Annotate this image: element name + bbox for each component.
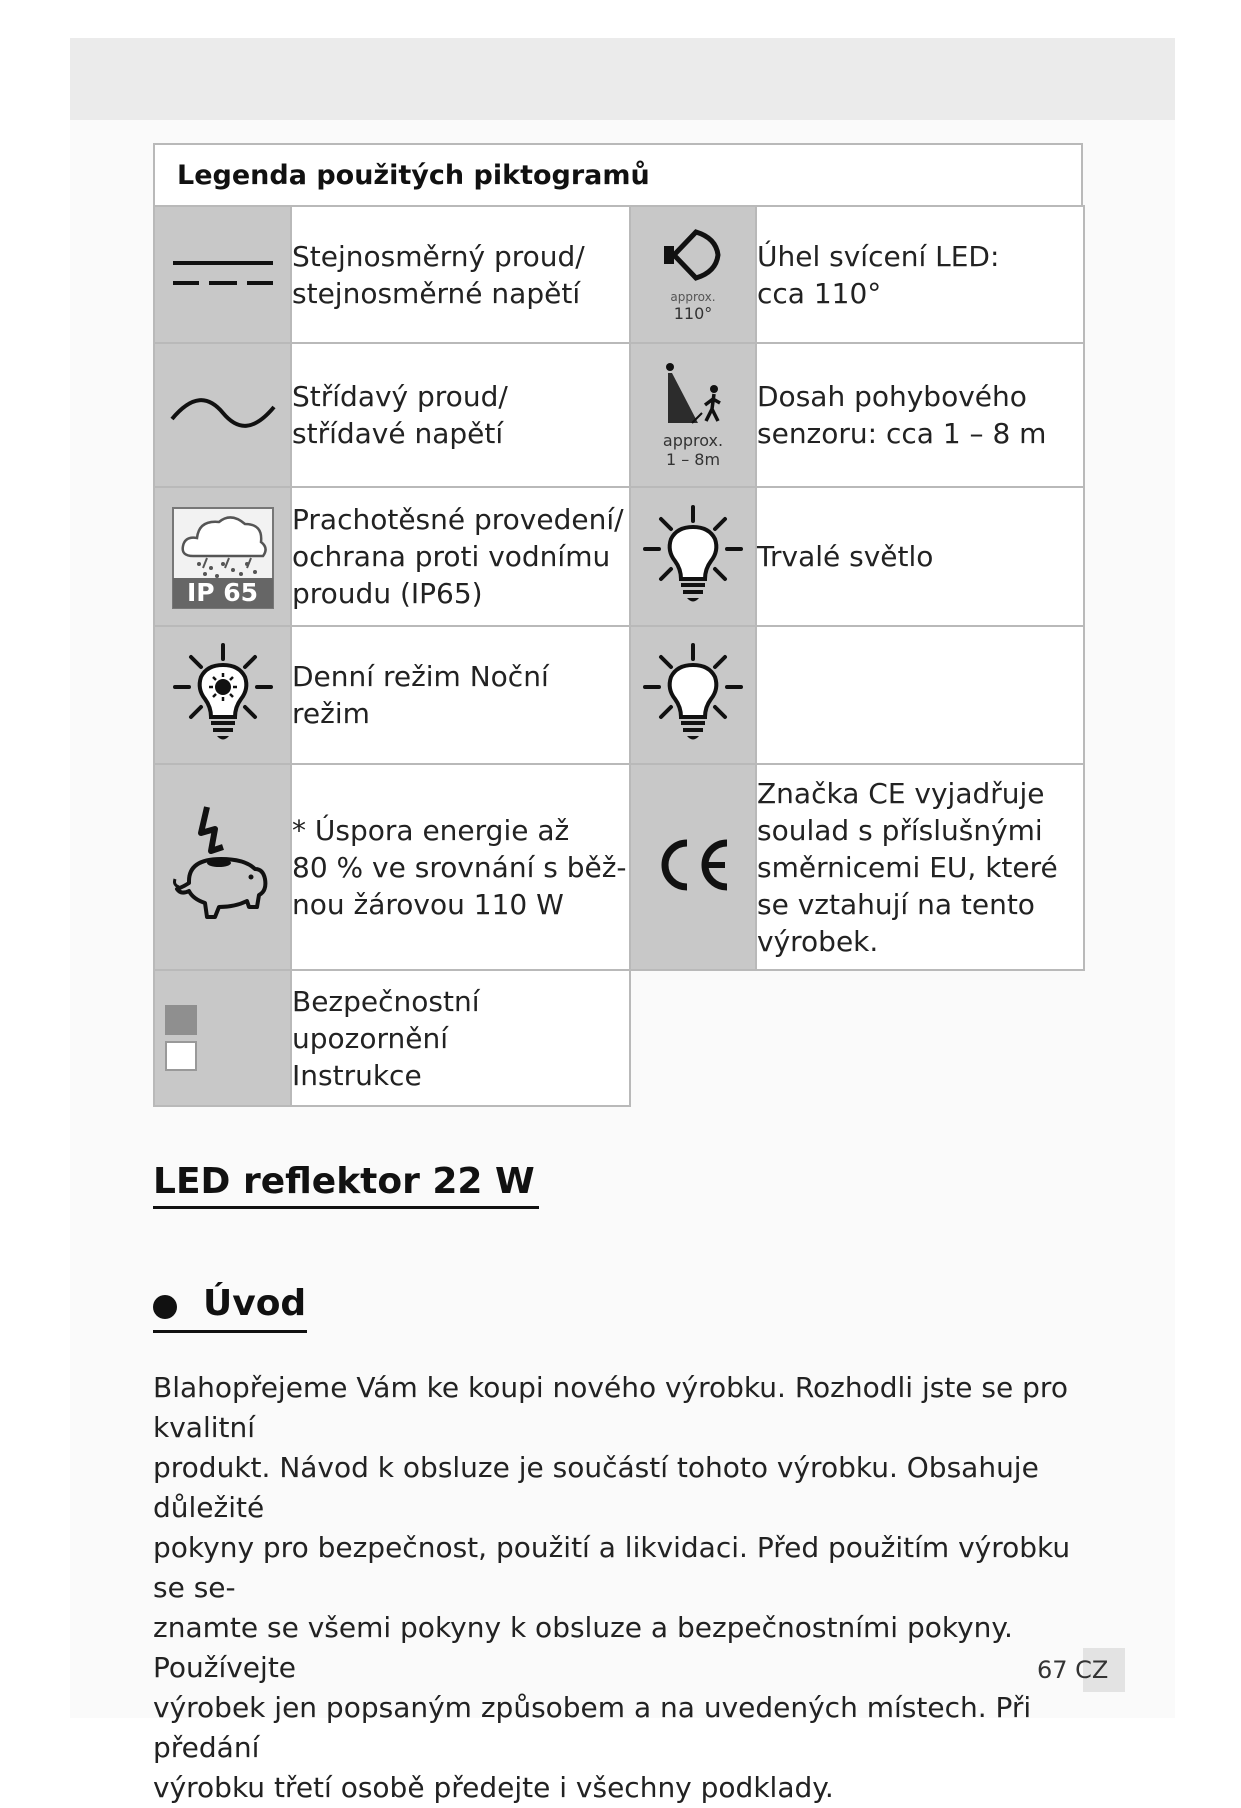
legend-line: směrnicemi EU, které xyxy=(757,850,1058,884)
legend-line: Instrukce xyxy=(292,1058,422,1092)
legend-line: Denní režim Noční režim xyxy=(292,660,549,730)
legend-line: Střídavý proud/ xyxy=(292,380,508,413)
legend-text-energy-saving xyxy=(291,764,630,970)
legend-text-ip65 xyxy=(291,487,630,626)
icon-caption: 1 – 8m xyxy=(665,450,721,469)
legend-empty-cell xyxy=(630,970,1084,1106)
dc-current-icon xyxy=(154,206,291,343)
legend-line: nou žárovou 110 W xyxy=(292,887,564,921)
legend-row xyxy=(154,970,1084,1106)
legend-text-day-night-mode xyxy=(291,626,630,764)
intro-line: výrobek jen popsaným způsobem a na uvedených místech. Při předání xyxy=(153,1691,1032,1764)
icon-caption: 110° xyxy=(673,304,713,323)
legend-row xyxy=(154,764,1084,970)
legend-text-ac xyxy=(291,343,630,487)
header-band xyxy=(70,38,1175,120)
legend-line: Dosah pohybového xyxy=(757,380,1027,413)
legend-text-motion-range xyxy=(756,343,1084,487)
legend-line: se vztahují na tento xyxy=(757,887,1035,921)
legend-row xyxy=(154,626,1084,764)
pictogram-legend xyxy=(153,143,1083,1107)
legend-row xyxy=(154,487,1084,626)
ip65-icon xyxy=(154,487,291,626)
page-number: 67 CZ xyxy=(1037,1656,1109,1684)
intro-heading-label: Úvod xyxy=(203,1283,307,1324)
intro-paragraph xyxy=(153,1368,1083,1808)
ce-mark-icon xyxy=(630,764,756,970)
intro-line: pokyny pro bezpečnost, použití a likvidaci. Před použitím výrobku se se- xyxy=(153,1531,1071,1604)
legend-line: 80 % ve srovnání s běž- xyxy=(292,850,627,884)
legend-line: stejnosměrné napětí xyxy=(292,276,581,310)
legend-line: ochrana proti vodnímu xyxy=(292,540,611,573)
intro-line: znamte se všemi pokyny k obsluze a bezpečnostními pokyny. Používejte xyxy=(153,1611,1013,1684)
safety-instruction-squares-icon xyxy=(154,970,291,1106)
safety-square-icon xyxy=(165,1005,197,1035)
legend-text-permanent-light xyxy=(756,487,1084,626)
energy-saving-icon xyxy=(154,764,291,970)
legend-title: Legenda použitých piktogramů xyxy=(153,143,1083,205)
legend-line: soulad s příslušnými xyxy=(757,813,1043,847)
intro-line: Blahopřejeme Vám ke koupi nového výrobku. Rozhodli jste se pro kvalitní xyxy=(153,1371,1068,1444)
legend-text-beam-angle xyxy=(756,206,1084,343)
legend-line: cca 110° xyxy=(757,276,882,310)
legend-line: * Úspora energie až xyxy=(292,813,570,847)
legend-table xyxy=(153,205,1085,1107)
legend-line: Značka CE vyjadřuje xyxy=(757,776,1045,810)
legend-line: výrobek. xyxy=(757,924,879,958)
legend-line: střídavé napětí xyxy=(292,417,504,450)
legend-line: proudu (IP65) xyxy=(292,577,483,610)
beam-angle-icon xyxy=(630,206,756,343)
legend-line: Bezpečnostní upozornění xyxy=(292,984,480,1055)
legend-row xyxy=(154,206,1084,343)
instruction-square-icon xyxy=(165,1041,197,1071)
legend-text-safety-instructions xyxy=(291,970,630,1106)
intro-line: produkt. Návod k obsluze je součástí tohoto výrobku. Obsahuje důležité xyxy=(153,1451,1039,1524)
permanent-light-icon xyxy=(630,487,756,626)
legend-text-ce-mark xyxy=(756,764,1084,970)
motion-sensor-icon xyxy=(630,343,756,487)
product-heading: LED reflektor 22 W xyxy=(153,1158,539,1209)
ip65-label: IP 65 xyxy=(186,577,259,607)
intro-line: výrobku třetí osobě předejte i všechny podklady. xyxy=(153,1771,834,1804)
ac-current-icon xyxy=(154,343,291,487)
legend-line: Stejnosměrný proud/ xyxy=(292,239,585,273)
legend-line: Úhel svícení LED: xyxy=(757,239,1000,273)
icon-caption: approx. xyxy=(662,431,724,450)
bullet-icon xyxy=(153,1295,177,1319)
legend-line: senzoru: cca 1 – 8 m xyxy=(757,417,1047,450)
legend-line: Trvalé světlo xyxy=(757,540,934,573)
icon-caption: approx. xyxy=(670,290,716,304)
legend-line: Prachotěsné provedení/ xyxy=(292,503,624,536)
legend-text-night-empty xyxy=(756,626,1084,764)
day-mode-icon xyxy=(154,626,291,764)
intro-heading xyxy=(153,1278,307,1333)
night-mode-icon xyxy=(630,626,756,764)
legend-row xyxy=(154,343,1084,487)
legend-text-dc xyxy=(291,206,630,343)
